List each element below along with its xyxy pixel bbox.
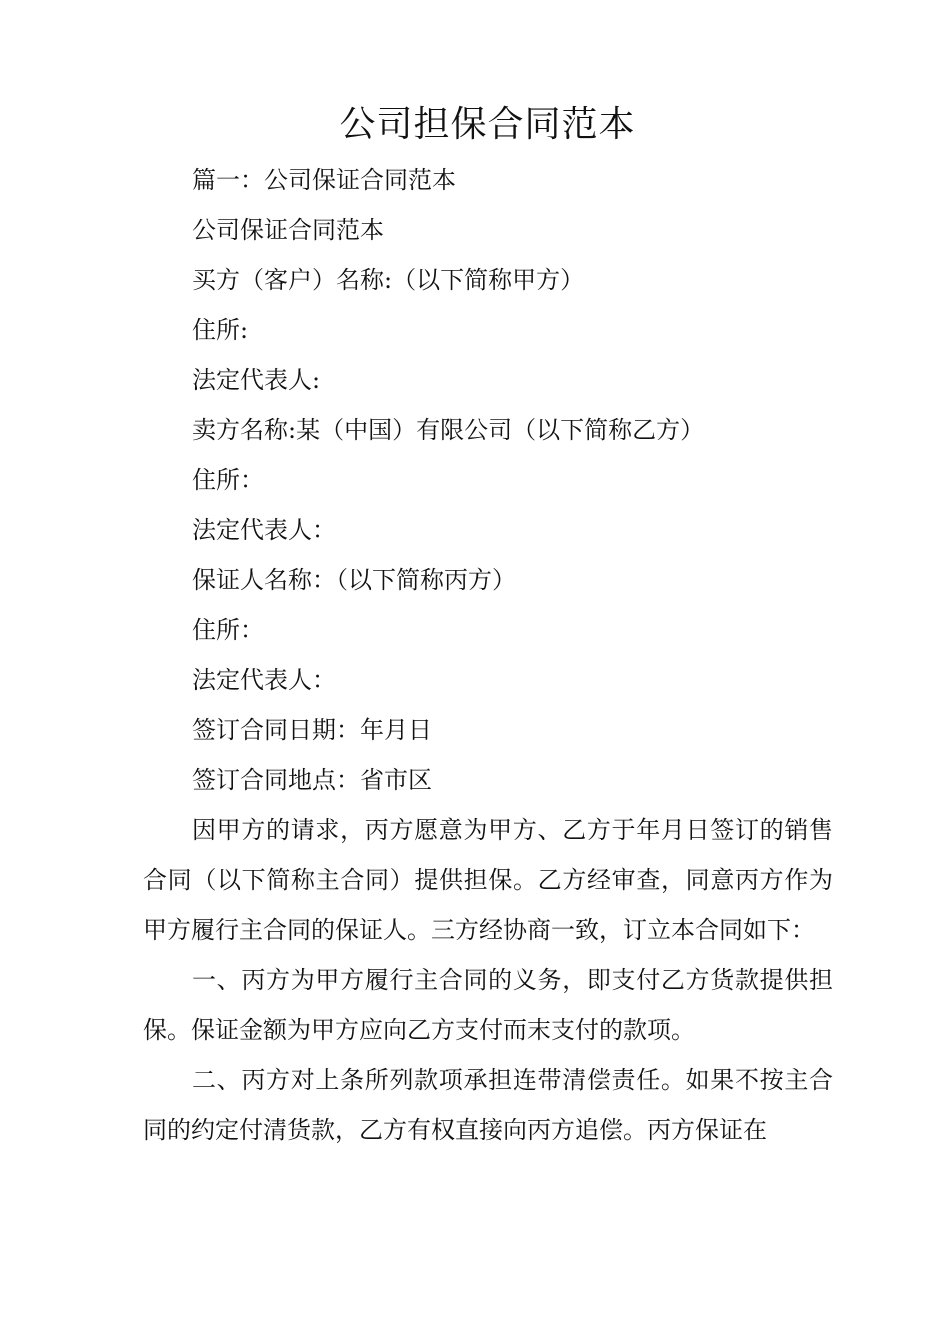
signing-place-line: 签订合同地点：省市区 [192,766,432,794]
signing-date-line: 签订合同日期：年月日 [192,716,432,744]
clause-two-paragraph: 二、丙方对上条所列款项承担连带清偿责任。如果不按主合同的约定付清货款，乙方有权直接向丙方追偿。丙方保证在 [143,1066,833,1144]
buyer-name-line: 买方（客户）名称:（以下简称甲方） [192,266,585,294]
buyer-address-line: 住所: [192,316,249,344]
clause-one-paragraph: 一、丙方为甲方履行主合同的义务，即支付乙方货款提供担保。保证金额为甲方应向乙方支付而末支付的款项。 [143,966,833,1044]
guarantor-address-line: 住所： [192,616,264,644]
seller-address-line: 住所： [192,466,264,494]
seller-name-line: 卖方名称:某（中国）有限公司（以下简称乙方） [192,416,705,444]
buyer-representative-line: 法定代表人: [192,366,321,394]
guarantor-representative-line: 法定代表人： [192,666,336,694]
section-heading: 篇一：公司保证合同范本 [192,166,456,194]
contract-name-line: 公司保证合同范本 [192,216,384,244]
preamble-paragraph: 因甲方的请求，丙方愿意为甲方、乙方于年月日签订的销售合同（以下简称主合同）提供担保。乙方经审查，同意丙方作为甲方履行主合同的保证人。三方经协商一致，订立本合同如下： [143,816,833,944]
document-body [143,155,833,1155]
seller-representative-line: 法定代表人： [192,516,336,544]
document-title: 公司担保合同范本 [339,104,636,145]
guarantor-name-line: 保证人名称：（以下简称丙方） [192,566,516,594]
